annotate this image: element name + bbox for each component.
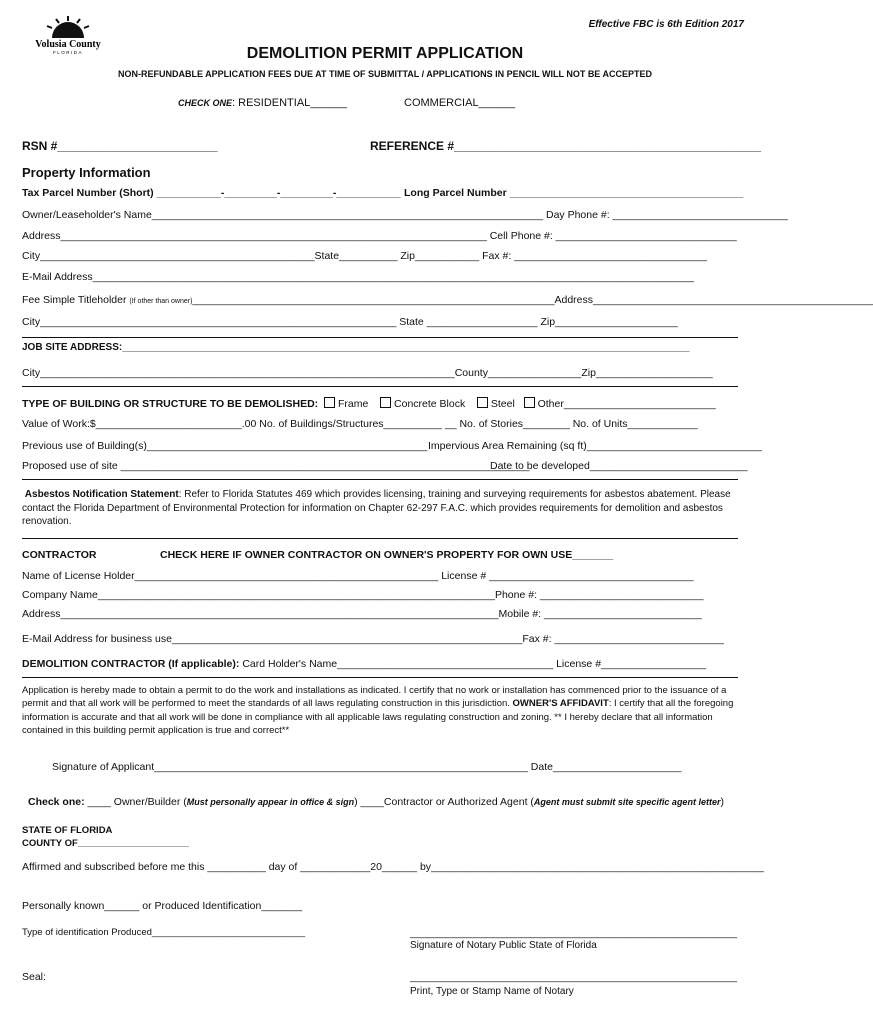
address-field[interactable]: Address_________________________________________________________________________ Cell Phone #: _______________________________	[22, 230, 737, 242]
notary-signature-label: Signature of Notary Public State of Florida	[410, 940, 597, 951]
concrete-block-option: Concrete Block	[394, 398, 466, 410]
other-checkbox[interactable]	[524, 397, 535, 408]
check-one-label: CHECK ONE	[178, 98, 233, 108]
commercial-option[interactable]: COMMERCIAL______	[404, 97, 516, 109]
city-state-zip-field[interactable]: City_______________________________________________State__________ Zip___________ Fax #: _________________________________	[22, 250, 707, 262]
residential-option[interactable]: RESIDENTIAL______	[238, 97, 347, 109]
divider	[22, 386, 738, 387]
owner-affidavit: Application is hereby made to obtain a permit to do the work and installations as indicated. I certify that no work or installation has commenced prior to the issuance of a permit and that all work will be performed to meet the standards of all laws regulating construction in this jurisdiction. OWNER'S AFFIDAVIT: I certify that all the foregoing information is accurate and that all work will be done in compliance with all applicable laws regulating construction and zoning. ** I hereby declare that all information contained in this building permit application is true and correct**	[22, 685, 734, 736]
check-one-row: CHECK ONE: RESIDENTIAL______	[178, 97, 347, 109]
steel-checkbox[interactable]	[477, 397, 488, 408]
affirmed-field[interactable]: Affirmed and subscribed before me this __________ day of ____________20______ by_________________________________________________________	[22, 861, 764, 873]
page-title: DEMOLITION PERMIT APPLICATION	[246, 45, 524, 62]
job-site-heading[interactable]: JOB SITE ADDRESS:______________________________________________________________________________________________________	[22, 342, 690, 353]
asbestos-text: : Refer to Florida Statutes 469 which provides licensing, training and surveying requirements for asbestos abatement. Please contact the Florida Department of Environmental Protection for information on Chapter 62-297 F.A.C. which provides requirements for demolition and asbestos renovation.	[22, 489, 731, 527]
check-one-signer-label: Check one:	[28, 796, 85, 808]
demolition-contractor-label: DEMOLITION CONTRACTOR (If applicable):	[22, 658, 240, 670]
personally-known-field[interactable]: Personally known______ or Produced Identification_______	[22, 900, 303, 912]
check-one-signer-row: Check one: ____ Owner/Builder (Must personally appear in office & sign) ____Contractor or Authorized Agent (Agent must submit site specific agent letter)	[28, 796, 724, 808]
city2-field[interactable]: City_____________________________________________________________ State ___________________ Zip_____________________	[22, 316, 678, 328]
contractor-heading: CONTRACTOR	[22, 549, 97, 561]
impervious-area-field[interactable]: Impervious Area Remaining (sq ft)______________________________	[428, 440, 762, 452]
fees-subtitle: NON-REFUNDABLE APPLICATION FEES DUE AT TIME OF SUBMITTAL / APPLICATIONS IN PENCIL WILL NOT BE ACCEPTED	[117, 69, 652, 79]
asbestos-statement	[22, 488, 740, 529]
other-option[interactable]: Other__________________________	[537, 398, 716, 410]
fee-simple-note: (If other than owner)	[129, 298, 193, 305]
notary-signature-line[interactable]: ________________________________________________________	[410, 927, 738, 939]
divider	[22, 677, 738, 678]
notary-name-line[interactable]: ________________________________________________________	[410, 971, 738, 983]
fee-simple-row[interactable]	[22, 295, 873, 306]
state-of-florida: STATE OF FLORIDA	[22, 825, 113, 836]
edition-note: Effective FBC is 6th Edition 2017	[588, 19, 744, 30]
seal-label: Seal:	[22, 971, 46, 983]
property-heading: Property Information	[22, 165, 151, 180]
contractor-agent-option[interactable]: ) ____Contractor or Authorized Agent (	[354, 796, 534, 808]
steel-option: Steel	[490, 398, 515, 410]
long-parcel-field[interactable]: Long Parcel Number ________________________________________	[404, 187, 744, 199]
company-field[interactable]: Company Name____________________________________________________________________Phone #: ____________________________	[22, 589, 704, 601]
reference-field[interactable]: REFERENCE #______________________________________________	[370, 139, 762, 153]
proposed-use-field[interactable]: Proposed use of site ______________________________________________________________________	[22, 460, 530, 472]
building-type-row	[22, 397, 716, 410]
logo-name: Volusia County	[35, 39, 101, 50]
email-field[interactable]: E-Mail Address_______________________________________________________________________________________________________	[22, 271, 695, 283]
owner-builder-option[interactable]: ____ Owner/Builder (	[87, 796, 187, 808]
divider	[22, 538, 738, 539]
frame-checkbox[interactable]	[324, 397, 335, 408]
date-developed-field[interactable]: Date to be developed___________________________	[490, 460, 748, 472]
divider	[22, 479, 738, 480]
contractor-address-field[interactable]: Address___________________________________________________________________________Mobile #: ___________________________	[22, 608, 702, 620]
building-type-label: TYPE OF BUILDING OR STRUCTURE TO BE DEMOLISHED:	[22, 398, 319, 410]
fee-simple-fields[interactable]: ______________________________________________________________Address________________________________________________	[192, 294, 873, 306]
tax-parcel-field[interactable]: Tax Parcel Number (Short) ___________-_________-_________-___________	[22, 187, 401, 199]
divider	[22, 337, 738, 338]
business-email-field[interactable]: E-Mail Address for business use____________________________________________________________Fax #: _____________________________	[22, 633, 724, 645]
owner-field[interactable]: Owner/Leaseholder's Name___________________________________________________________________ Day Phone #: ______________________________	[22, 209, 788, 221]
owner-contractor-check[interactable]: CHECK HERE IF OWNER CONTRACTOR ON OWNER'S PROPERTY FOR OWN USE_______	[160, 549, 614, 561]
identification-type-field[interactable]: Type of identification Produced_____________________________	[22, 927, 306, 938]
value-of-work-field[interactable]: Value of Work:$_________________________.00 No. of Buildings/Structures__________ __ No. of Stories________ No. of Units____________	[22, 418, 698, 430]
asbestos-label: Asbestos Notification Statement	[24, 489, 179, 500]
affidavit-label: OWNER'S AFFIDAVIT	[512, 698, 609, 710]
rsn-field[interactable]: RSN #________________________	[22, 139, 218, 153]
license-holder-field[interactable]: Name of License Holder____________________________________________________ License # ___________________________________	[22, 570, 694, 582]
county-of-field[interactable]: COUNTY OF_____________________	[22, 838, 189, 849]
applicant-signature-field[interactable]: Signature of Applicant________________________________________________________________ Date______________________	[52, 761, 682, 773]
concrete-block-checkbox[interactable]	[380, 397, 391, 408]
job-site-city-field[interactable]: City_______________________________________________________________________County________________Zip____________________	[22, 367, 713, 379]
demolition-contractor-row[interactable]	[22, 659, 706, 670]
notary-name-label: Print, Type or Stamp Name of Notary	[410, 986, 574, 997]
card-holder-fields[interactable]: Card Holder's Name_____________________________________ License #__________________	[242, 658, 707, 670]
frame-option: Frame	[338, 398, 369, 410]
fee-simple-label: Fee Simple Titleholder	[22, 294, 127, 306]
previous-use-field[interactable]: Previous use of Building(s)________________________________________________	[22, 440, 428, 452]
logo-sub: FLORIDA	[52, 50, 84, 55]
